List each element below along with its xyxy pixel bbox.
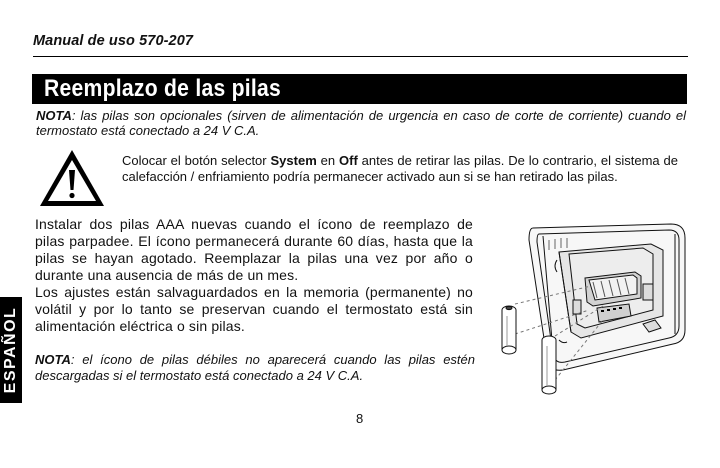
section-title-bar [32, 74, 687, 104]
instructions-paragraph: Los ajustes están salvaguardados en la memoria (permanente) no volátil y por lo tanto se preservan cuando el termostato está sin alimentación eléctrica o sin pilas. [35, 284, 473, 334]
battery-note [36, 108, 686, 138]
low-battery-note [35, 352, 475, 384]
note-label: NOTA [36, 108, 72, 123]
warning-text-part: Colocar el botón selector [122, 153, 271, 168]
language-label: ESPAÑOL [2, 306, 19, 394]
instructions-body [35, 216, 473, 335]
warning-text-part: antes de retirar las pilas. De lo contrario, el sistema de calefacción / enfriamiento podría permanecer activado aun si se han retirado las pilas. [122, 153, 678, 184]
system-selector-label: System [270, 153, 317, 168]
manual-header-title: Manual de uso 570-207 [33, 33, 194, 49]
language-side-tab [0, 297, 22, 403]
instructions-paragraph: Instalar dos pilas AAA nuevas cuando el ícono de reemplazo de pilas parpadee. El ícono permanecerá durante 60 días, hasta que la pilas se hayan agotado. Reemplazar la pilas una vez por año o durante una ausencia de más de un mes. [35, 216, 473, 283]
section-title: Reemplazo de las pilas [44, 75, 282, 102]
off-position-label: Off [339, 153, 358, 168]
page-number: 8 [356, 411, 364, 426]
warning-text [122, 153, 678, 185]
note-label: NOTA [35, 352, 71, 367]
warning-triangle-icon [38, 148, 106, 208]
header-divider [33, 56, 688, 57]
thermostat-battery-illustration [493, 220, 693, 410]
note-text: : el ícono de pilas débiles no aparecerá cuando las pilas estén descargadas si el termostato está conectado a 24 V C.A. [35, 352, 475, 383]
note-text: : las pilas son opcionales (sirven de alimentación de urgencia en caso de corte de corriente) cuando el termostato está conectado a 24 V C.A. [36, 108, 686, 138]
aaa-battery [542, 336, 556, 394]
warning-text-part: en [316, 153, 339, 168]
aaa-battery [502, 306, 516, 354]
